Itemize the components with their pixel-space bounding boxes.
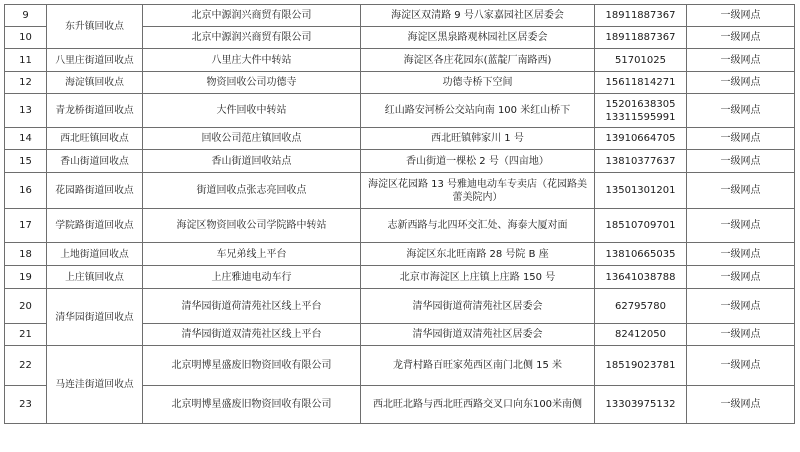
operator-unit-cell: 北京中源润兴商贸有限公司 [143, 5, 361, 27]
phone-cell: 15201638305 13311595991 [595, 94, 687, 128]
operator-unit-cell: 北京中源润兴商贸有限公司 [143, 27, 361, 49]
operator-unit-cell: 香山街道回收站点 [143, 150, 361, 173]
level-cell: 一级网点 [687, 324, 795, 346]
row-number-cell: 15 [5, 150, 47, 173]
row-number-cell: 18 [5, 243, 47, 266]
phone-cell: 62795780 [595, 289, 687, 324]
collection-center-cell: 西北旺镇回收点 [47, 128, 143, 150]
row-number-cell: 17 [5, 209, 47, 243]
phone-cell: 15611814271 [595, 72, 687, 94]
collection-center-cell: 马连洼街道回收点 [47, 346, 143, 424]
operator-unit-cell: 海淀区物资回收公司学院路中转站 [143, 209, 361, 243]
table-row [5, 266, 795, 289]
address-cell: 海淀区双清路 9 号八家嘉园社区居委会 [361, 5, 595, 27]
level-cell: 一级网点 [687, 5, 795, 27]
collection-center-cell: 青龙桥街道回收点 [47, 94, 143, 128]
collection-center-cell: 学院路街道回收点 [47, 209, 143, 243]
level-cell: 一级网点 [687, 49, 795, 72]
table-row [5, 209, 795, 243]
phone-cell: 13303975132 [595, 386, 687, 424]
collection-center-cell: 上地街道回收点 [47, 243, 143, 266]
address-cell: 龙背村路百旺家苑西区南门北侧 15 米 [361, 346, 595, 386]
phone-cell: 18510709701 [595, 209, 687, 243]
phone-cell: 82412050 [595, 324, 687, 346]
address-cell: 西北旺镇韩家川 1 号 [361, 128, 595, 150]
row-number-cell: 20 [5, 289, 47, 324]
collection-points-table [4, 4, 795, 424]
phone-cell: 13810665035 [595, 243, 687, 266]
address-cell: 清华园街道荷清苑社区居委会 [361, 289, 595, 324]
level-cell: 一级网点 [687, 128, 795, 150]
phone-cell: 18519023781 [595, 346, 687, 386]
collection-center-cell: 八里庄街道回收点 [47, 49, 143, 72]
address-cell: 北京市海淀区上庄镇上庄路 150 号 [361, 266, 595, 289]
row-number-cell: 11 [5, 49, 47, 72]
table-row [5, 150, 795, 173]
operator-unit-cell: 物资回收公司功德寺 [143, 72, 361, 94]
level-cell: 一级网点 [687, 266, 795, 289]
level-cell: 一级网点 [687, 150, 795, 173]
row-number-cell: 19 [5, 266, 47, 289]
phone-cell: 13810377637 [595, 150, 687, 173]
operator-unit-cell: 清华园街道荷清苑社区线上平台 [143, 289, 361, 324]
table-row [5, 346, 795, 386]
collection-center-cell: 海淀镇回收点 [47, 72, 143, 94]
phone-cell: 18911887367 [595, 27, 687, 49]
phone-cell: 51701025 [595, 49, 687, 72]
level-cell: 一级网点 [687, 94, 795, 128]
operator-unit-cell: 街道回收点张志亮回收点 [143, 173, 361, 209]
level-cell: 一级网点 [687, 386, 795, 424]
operator-unit-cell: 八里庄大件中转站 [143, 49, 361, 72]
level-cell: 一级网点 [687, 72, 795, 94]
collection-center-cell: 清华园街道回收点 [47, 289, 143, 346]
table-row [5, 94, 795, 128]
address-cell: 功德寺桥下空间 [361, 72, 595, 94]
level-cell: 一级网点 [687, 27, 795, 49]
operator-unit-cell: 大件回收中转站 [143, 94, 361, 128]
row-number-cell: 16 [5, 173, 47, 209]
row-number-cell: 13 [5, 94, 47, 128]
phone-cell: 13641038788 [595, 266, 687, 289]
address-cell: 红山路安河桥公交站向南 100 米红山桥下 [361, 94, 595, 128]
address-cell: 海淀区黑泉路观林园社区居委会 [361, 27, 595, 49]
table-row [5, 173, 795, 209]
operator-unit-cell: 清华园街道双清苑社区线上平台 [143, 324, 361, 346]
address-cell: 海淀区各庄花园东(蓝靛厂南路西) [361, 49, 595, 72]
phone-cell: 13501301201 [595, 173, 687, 209]
address-cell: 西北旺北路与西北旺西路交叉口向东100米南侧 [361, 386, 595, 424]
operator-unit-cell: 北京明博星盛废旧物资回收有限公司 [143, 346, 361, 386]
row-number-cell: 23 [5, 386, 47, 424]
row-number-cell: 9 [5, 5, 47, 27]
table-body [5, 5, 795, 424]
level-cell: 一级网点 [687, 209, 795, 243]
table-row [5, 243, 795, 266]
table-row [5, 128, 795, 150]
collection-center-cell: 上庄镇回收点 [47, 266, 143, 289]
level-cell: 一级网点 [687, 289, 795, 324]
phone-cell: 13910664705 [595, 128, 687, 150]
address-cell: 香山街道一棵松 2 号（四亩地） [361, 150, 595, 173]
operator-unit-cell: 回收公司范庄镇回收点 [143, 128, 361, 150]
row-number-cell: 22 [5, 346, 47, 386]
row-number-cell: 10 [5, 27, 47, 49]
address-cell: 海淀区花园路 13 号雅迪电动车专卖店（花园路美蕾美院内） [361, 173, 595, 209]
address-cell: 清华园街道双清苑社区居委会 [361, 324, 595, 346]
level-cell: 一级网点 [687, 173, 795, 209]
phone-cell: 18911887367 [595, 5, 687, 27]
table-row [5, 49, 795, 72]
table-row [5, 289, 795, 324]
collection-center-cell: 花园路街道回收点 [47, 173, 143, 209]
operator-unit-cell: 上庄雅迪电动车行 [143, 266, 361, 289]
row-number-cell: 21 [5, 324, 47, 346]
collection-center-cell: 东升镇回收点 [47, 5, 143, 49]
table-row [5, 5, 795, 27]
level-cell: 一级网点 [687, 346, 795, 386]
row-number-cell: 12 [5, 72, 47, 94]
row-number-cell: 14 [5, 128, 47, 150]
level-cell: 一级网点 [687, 243, 795, 266]
operator-unit-cell: 北京明博星盛废旧物资回收有限公司 [143, 386, 361, 424]
address-cell: 志新西路与北四环交汇处、海泰大厦对面 [361, 209, 595, 243]
collection-center-cell: 香山街道回收点 [47, 150, 143, 173]
operator-unit-cell: 车兄弟线上平台 [143, 243, 361, 266]
table-row [5, 72, 795, 94]
address-cell: 海淀区东北旺南路 28 号院 B 座 [361, 243, 595, 266]
